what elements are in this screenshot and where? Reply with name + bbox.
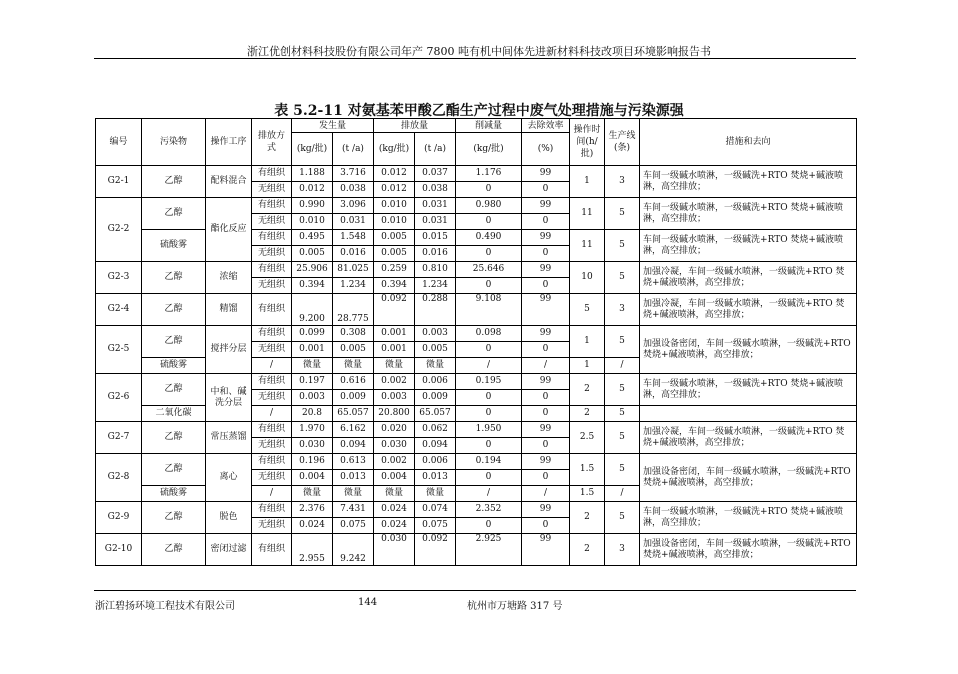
- cell-process: 中和、碱洗分层: [206, 374, 252, 422]
- cell-process: 配料混合: [206, 166, 252, 198]
- cell-dis-kg: 微量: [374, 358, 415, 374]
- cell-id: G2-8: [96, 454, 142, 502]
- cell-removal-pct: 0: [522, 438, 570, 454]
- col-header-pollutant: 污染物: [142, 119, 206, 166]
- cell-dis-kg: 0.394: [374, 278, 415, 294]
- cell-measures: 加强设备密闭，车间一级碱水喷淋，一级碱洗+RTO 焚烧+碱液喷淋，高空排放；: [640, 454, 857, 502]
- cell-gen-kg: 25.906: [292, 262, 333, 278]
- col-header-reduction: 削减量: [456, 119, 522, 133]
- cell-dis-kg: 0.030: [374, 534, 415, 566]
- cell-emission-mode: 有组织: [252, 230, 292, 246]
- cell-lines: 5: [605, 374, 640, 406]
- cell-pollutant: 乙醇: [142, 454, 206, 486]
- footer-rule: [94, 590, 856, 591]
- cell-lines: /: [605, 486, 640, 502]
- cell-op-time: 10: [570, 262, 605, 294]
- cell-gen-t: 0.013: [333, 470, 374, 486]
- cell-emission-mode: 有组织: [252, 374, 292, 390]
- cell-process: 常压蒸馏: [206, 422, 252, 454]
- cell-dis-t: 0.015: [415, 230, 456, 246]
- cell-removal-pct: 99: [522, 326, 570, 342]
- cell-lines: 5: [605, 326, 640, 358]
- cell-red-kg: 0: [456, 278, 522, 294]
- cell-lines: 5: [605, 422, 640, 454]
- cell-removal-pct: 99: [522, 230, 570, 246]
- cell-red-kg: 0: [456, 342, 522, 358]
- unit-discharge-t: (t /a): [415, 133, 456, 166]
- cell-dis-kg: 0.005: [374, 246, 415, 262]
- cell-measures: 加强设备密闭，车间一级碱水喷淋，一级碱洗+RTO 焚烧+碱液喷淋，高空排放；: [640, 326, 857, 374]
- cell-red-kg: 2.352: [456, 502, 522, 518]
- cell-gen-kg: 0.099: [292, 326, 333, 342]
- cell-removal-pct: /: [522, 358, 570, 374]
- cell-dis-t: 0.009: [415, 390, 456, 406]
- cell-removal-pct: 99: [522, 534, 570, 566]
- cell-removal-pct: 99: [522, 198, 570, 214]
- cell-dis-kg: 0.005: [374, 230, 415, 246]
- cell-red-kg: 0.194: [456, 454, 522, 470]
- cell-pollutant: 乙醇: [142, 262, 206, 294]
- cell-removal-pct: 0: [522, 182, 570, 198]
- cell-gen-t: 1.548: [333, 230, 374, 246]
- cell-dis-kg: 0.024: [374, 518, 415, 534]
- cell-gen-t: 0.005: [333, 342, 374, 358]
- cell-removal-pct: 99: [522, 374, 570, 390]
- cell-emission-mode: 无组织: [252, 470, 292, 486]
- cell-removal-pct: 0: [522, 390, 570, 406]
- col-header-id: 编号: [96, 119, 142, 166]
- cell-emission-mode: 无组织: [252, 390, 292, 406]
- cell-lines: 5: [605, 454, 640, 486]
- cell-pollutant: 乙醇: [142, 502, 206, 534]
- cell-gen-kg: 1.188: [292, 166, 333, 182]
- cell-gen-t: 9.242: [333, 534, 374, 566]
- cell-red-kg: 0: [456, 246, 522, 262]
- cell-lines: 5: [605, 262, 640, 294]
- cell-dis-t: 0.037: [415, 166, 456, 182]
- cell-red-kg: 0: [456, 214, 522, 230]
- cell-removal-pct: 0: [522, 518, 570, 534]
- cell-dis-t: 0.062: [415, 422, 456, 438]
- cell-pollutant: 硫酸雾: [142, 358, 206, 374]
- cell-red-kg: 9.108: [456, 294, 522, 326]
- cell-measures: 加强冷凝，车间一级碱水喷淋，一级碱洗+RTO 焚烧+碱液喷淋，高空排放；: [640, 262, 857, 294]
- cell-removal-pct: 99: [522, 502, 570, 518]
- cell-id: G2-6: [96, 374, 142, 422]
- footer-page-number: 144: [358, 597, 378, 608]
- cell-lines: 5: [605, 406, 640, 422]
- cell-measures: 加强冷凝，车间一级碱水喷淋，一级碱洗+RTO 焚烧+碱液喷淋，高空排放；: [640, 422, 857, 454]
- cell-emission-mode: 无组织: [252, 214, 292, 230]
- table-title: 表 5.2-11 对氨基苯甲酸乙酯生产过程中废气处理措施与污染源强: [274, 103, 684, 119]
- cell-emission-mode: 无组织: [252, 518, 292, 534]
- cell-gen-kg: 0.197: [292, 374, 333, 390]
- cell-measures: 加强冷凝，车间一级碱水喷淋，一级碱洗+RTO 焚烧+碱液喷淋，高空排放；: [640, 294, 857, 326]
- cell-dis-t: 1.234: [415, 278, 456, 294]
- cell-removal-pct: 99: [522, 166, 570, 182]
- cell-op-time: 5: [570, 294, 605, 326]
- emission-table: [95, 118, 857, 566]
- unit-reduction-kg: (kg/批): [456, 133, 522, 166]
- cell-measures: 车间一级碱水喷淋，一级碱洗+RTO 焚烧+碱液喷淋，高空排放；: [640, 374, 857, 406]
- cell-red-kg: 0: [456, 406, 522, 422]
- cell-measures: 车间一级碱水喷淋，一级碱洗+RTO 焚烧+碱液喷淋，高空排放；: [640, 166, 857, 198]
- cell-dis-kg: 0.020: [374, 422, 415, 438]
- cell-pollutant: 乙醇: [142, 198, 206, 230]
- cell-dis-t: 0.031: [415, 198, 456, 214]
- cell-pollutant: 硫酸雾: [142, 486, 206, 502]
- cell-id: G2-3: [96, 262, 142, 294]
- cell-dis-t: 0.094: [415, 438, 456, 454]
- cell-process: 脱色: [206, 502, 252, 534]
- cell-gen-kg: 0.012: [292, 182, 333, 198]
- cell-process: 浓缩: [206, 262, 252, 294]
- cell-gen-kg: 0.196: [292, 454, 333, 470]
- cell-gen-t: 0.009: [333, 390, 374, 406]
- cell-emission-mode: 有组织: [252, 454, 292, 470]
- cell-measures: 加强设备密闭，车间一级碱水喷淋，一级碱洗+RTO 焚烧+碱液喷淋，高空排放；: [640, 534, 857, 566]
- cell-op-time: 2: [570, 534, 605, 566]
- table-row: [96, 502, 857, 518]
- col-header-op-time: 操作时间(h/批): [570, 119, 605, 166]
- cell-gen-kg: 9.200: [292, 294, 333, 326]
- cell-id: G2-4: [96, 294, 142, 326]
- cell-red-kg: 0: [456, 182, 522, 198]
- cell-red-kg: 0: [456, 390, 522, 406]
- cell-removal-pct: 99: [522, 454, 570, 470]
- cell-gen-kg: 20.8: [292, 406, 333, 422]
- cell-gen-t: 0.308: [333, 326, 374, 342]
- table-row: [96, 166, 857, 182]
- cell-gen-t: 3.716: [333, 166, 374, 182]
- cell-removal-pct: /: [522, 486, 570, 502]
- cell-gen-t: 微量: [333, 358, 374, 374]
- cell-removal-pct: 0: [522, 214, 570, 230]
- cell-lines: 3: [605, 166, 640, 198]
- cell-gen-t: 0.038: [333, 182, 374, 198]
- cell-removal-pct: 99: [522, 262, 570, 278]
- cell-dis-kg: 0.001: [374, 326, 415, 342]
- cell-emission-mode: 有组织: [252, 294, 292, 326]
- cell-emission-mode: 有组织: [252, 502, 292, 518]
- cell-op-time: 2.5: [570, 422, 605, 454]
- cell-pollutant: 乙醇: [142, 166, 206, 198]
- unit-removal-pct: (%): [522, 133, 570, 166]
- cell-red-kg: 1.950: [456, 422, 522, 438]
- cell-red-kg: 0.195: [456, 374, 522, 390]
- cell-process: 密闭过滤: [206, 534, 252, 566]
- cell-removal-pct: 0: [522, 342, 570, 358]
- cell-emission-mode: /: [252, 406, 292, 422]
- cell-dis-kg: 0.003: [374, 390, 415, 406]
- cell-dis-t: 微量: [415, 358, 456, 374]
- cell-measures: 车间一级碱水喷淋，一级碱洗+RTO 焚烧+碱液喷淋，高空排放；: [640, 198, 857, 230]
- cell-gen-kg: 0.394: [292, 278, 333, 294]
- cell-dis-kg: 0.010: [374, 214, 415, 230]
- cell-pollutant: 乙醇: [142, 374, 206, 406]
- cell-lines: 3: [605, 534, 640, 566]
- cell-id: G2-1: [96, 166, 142, 198]
- cell-red-kg: 0.980: [456, 198, 522, 214]
- table-row: [96, 422, 857, 438]
- cell-gen-t: 0.613: [333, 454, 374, 470]
- cell-emission-mode: 有组织: [252, 534, 292, 566]
- cell-gen-kg: 0.001: [292, 342, 333, 358]
- cell-gen-kg: 微量: [292, 358, 333, 374]
- cell-gen-t: 0.031: [333, 214, 374, 230]
- cell-gen-kg: 0.030: [292, 438, 333, 454]
- cell-gen-t: 0.094: [333, 438, 374, 454]
- cell-gen-kg: 2.955: [292, 534, 333, 566]
- cell-pollutant: 硫酸雾: [142, 230, 206, 262]
- cell-gen-kg: 0.024: [292, 518, 333, 534]
- cell-removal-pct: 0: [522, 246, 570, 262]
- cell-dis-kg: 20.800: [374, 406, 415, 422]
- cell-dis-t: 0.288: [415, 294, 456, 326]
- cell-dis-kg: 0.010: [374, 198, 415, 214]
- cell-dis-t: 0.016: [415, 246, 456, 262]
- cell-dis-t: 65.057: [415, 406, 456, 422]
- cell-pollutant: 乙醇: [142, 294, 206, 326]
- header-rule: [94, 58, 856, 59]
- cell-removal-pct: 0: [522, 278, 570, 294]
- cell-gen-kg: 0.010: [292, 214, 333, 230]
- col-header-process: 操作工序: [206, 119, 252, 166]
- cell-pollutant: 二氧化碳: [142, 406, 206, 422]
- cell-dis-kg: 0.030: [374, 438, 415, 454]
- cell-op-time: 1.5: [570, 454, 605, 486]
- cell-gen-t: 65.057: [333, 406, 374, 422]
- cell-dis-kg: 0.012: [374, 182, 415, 198]
- cell-id: G2-2: [96, 198, 142, 262]
- table-row: [96, 294, 857, 326]
- cell-removal-pct: 0: [522, 406, 570, 422]
- cell-gen-t: 1.234: [333, 278, 374, 294]
- cell-red-kg: 2.925: [456, 534, 522, 566]
- cell-op-time: 11: [570, 230, 605, 262]
- unit-discharge-kg: (kg/批): [374, 133, 415, 166]
- col-header-generation: 发生量: [292, 119, 374, 133]
- cell-gen-t: 81.025: [333, 262, 374, 278]
- table-row: [96, 454, 857, 470]
- cell-pollutant: 乙醇: [142, 534, 206, 566]
- table-row: [96, 534, 857, 566]
- cell-red-kg: 25.646: [456, 262, 522, 278]
- cell-dis-t: 0.005: [415, 342, 456, 358]
- cell-dis-kg: 0.092: [374, 294, 415, 326]
- cell-emission-mode: 无组织: [252, 278, 292, 294]
- cell-emission-mode: 无组织: [252, 182, 292, 198]
- cell-process: 酯化反应: [206, 198, 252, 262]
- cell-red-kg: 0: [456, 518, 522, 534]
- cell-dis-t: 0.003: [415, 326, 456, 342]
- cell-dis-t: 0.013: [415, 470, 456, 486]
- table-row: [96, 198, 857, 214]
- table-row: [96, 326, 857, 342]
- cell-op-time: 1: [570, 358, 605, 374]
- cell-gen-t: 0.075: [333, 518, 374, 534]
- cell-dis-t: 0.092: [415, 534, 456, 566]
- cell-red-kg: 0: [456, 438, 522, 454]
- cell-lines: 5: [605, 230, 640, 262]
- cell-dis-kg: 0.024: [374, 502, 415, 518]
- cell-emission-mode: 有组织: [252, 166, 292, 182]
- cell-gen-kg: 0.004: [292, 470, 333, 486]
- cell-emission-mode: 有组织: [252, 198, 292, 214]
- cell-dis-t: 0.006: [415, 374, 456, 390]
- cell-dis-kg: 0.002: [374, 374, 415, 390]
- table-row: [96, 262, 857, 278]
- cell-gen-t: 微量: [333, 486, 374, 502]
- cell-measures: [640, 406, 857, 422]
- cell-dis-t: 0.038: [415, 182, 456, 198]
- cell-lines: 5: [605, 502, 640, 534]
- footer-address: 杭州市万塘路 317 号: [467, 601, 563, 612]
- cell-red-kg: 0: [456, 470, 522, 486]
- cell-dis-t: 0.075: [415, 518, 456, 534]
- cell-emission-mode: 无组织: [252, 438, 292, 454]
- cell-gen-kg: 0.495: [292, 230, 333, 246]
- cell-red-kg: 0.490: [456, 230, 522, 246]
- cell-lines: 3: [605, 294, 640, 326]
- cell-lines: /: [605, 358, 640, 374]
- cell-id: G2-5: [96, 326, 142, 374]
- cell-gen-kg: 2.376: [292, 502, 333, 518]
- cell-emission-mode: /: [252, 486, 292, 502]
- cell-red-kg: /: [456, 358, 522, 374]
- col-header-emission-mode: 排放方式: [252, 119, 292, 166]
- cell-gen-kg: 0.003: [292, 390, 333, 406]
- cell-emission-mode: 无组织: [252, 246, 292, 262]
- cell-id: G2-10: [96, 534, 142, 566]
- cell-removal-pct: 0: [522, 470, 570, 486]
- unit-generation-t: (t /a): [333, 133, 374, 166]
- cell-dis-t: 0.810: [415, 262, 456, 278]
- cell-dis-kg: 0.259: [374, 262, 415, 278]
- cell-process: 搅拌分层: [206, 326, 252, 374]
- cell-dis-kg: 微量: [374, 486, 415, 502]
- cell-op-time: 1: [570, 166, 605, 198]
- cell-op-time: 2: [570, 502, 605, 534]
- cell-gen-t: 7.431: [333, 502, 374, 518]
- cell-dis-t: 0.006: [415, 454, 456, 470]
- cell-id: G2-9: [96, 502, 142, 534]
- cell-emission-mode: 有组织: [252, 326, 292, 342]
- cell-gen-t: 0.616: [333, 374, 374, 390]
- cell-dis-kg: 0.001: [374, 342, 415, 358]
- cell-pollutant: 乙醇: [142, 326, 206, 358]
- cell-emission-mode: 有组织: [252, 422, 292, 438]
- cell-op-time: 11: [570, 198, 605, 230]
- cell-process: 离心: [206, 454, 252, 502]
- cell-pollutant: 乙醇: [142, 422, 206, 454]
- cell-gen-t: 28.775: [333, 294, 374, 326]
- cell-removal-pct: 99: [522, 294, 570, 326]
- footer-company: 浙江碧扬环境工程技术有限公司: [95, 601, 235, 612]
- cell-removal-pct: 99: [522, 422, 570, 438]
- cell-gen-t: 3.096: [333, 198, 374, 214]
- cell-dis-t: 0.074: [415, 502, 456, 518]
- cell-op-time: 2: [570, 406, 605, 422]
- cell-id: G2-7: [96, 422, 142, 454]
- cell-red-kg: 1.176: [456, 166, 522, 182]
- cell-measures: 车间一级碱水喷淋，一级碱洗+RTO 焚烧+碱液喷淋，高空排放；: [640, 230, 857, 262]
- cell-process: 精馏: [206, 294, 252, 326]
- cell-gen-t: 6.162: [333, 422, 374, 438]
- cell-op-time: 2: [570, 374, 605, 406]
- cell-dis-t: 微量: [415, 486, 456, 502]
- cell-emission-mode: 有组织: [252, 262, 292, 278]
- cell-lines: 5: [605, 198, 640, 230]
- cell-dis-kg: 0.002: [374, 454, 415, 470]
- col-header-lines: 生产线(条): [605, 119, 640, 166]
- cell-dis-kg: 0.012: [374, 166, 415, 182]
- cell-emission-mode: 无组织: [252, 342, 292, 358]
- table-row: [96, 374, 857, 390]
- cell-gen-kg: 0.990: [292, 198, 333, 214]
- col-header-discharge: 排放量: [374, 119, 456, 133]
- cell-red-kg: 0.098: [456, 326, 522, 342]
- col-header-measures: 措施和去向: [640, 119, 857, 166]
- cell-dis-kg: 0.004: [374, 470, 415, 486]
- cell-op-time: 1: [570, 326, 605, 358]
- cell-op-time: 1.5: [570, 486, 605, 502]
- col-header-removal: 去除效率: [522, 119, 570, 133]
- cell-gen-kg: 0.005: [292, 246, 333, 262]
- unit-generation-kg: (kg/批): [292, 133, 333, 166]
- cell-measures: 车间一级碱水喷淋，一级碱洗+RTO 焚烧+碱液喷淋，高空排放；: [640, 502, 857, 534]
- cell-emission-mode: /: [252, 358, 292, 374]
- cell-gen-kg: 1.970: [292, 422, 333, 438]
- cell-red-kg: /: [456, 486, 522, 502]
- cell-gen-kg: 微量: [292, 486, 333, 502]
- cell-dis-t: 0.031: [415, 214, 456, 230]
- page-header: 浙江优创材料科技股份有限公司年产 7800 吨有机中间体先进新材料科技改项目环境影响报告书: [247, 45, 711, 58]
- cell-gen-t: 0.016: [333, 246, 374, 262]
